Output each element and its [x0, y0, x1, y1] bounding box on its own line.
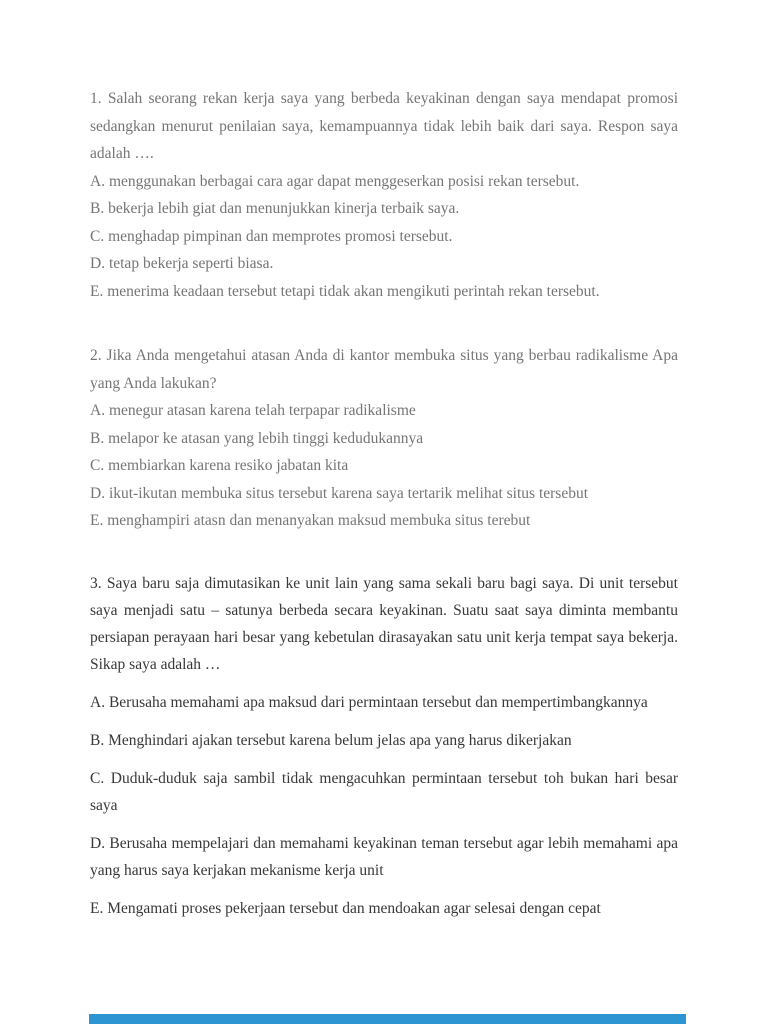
question-3 [90, 570, 678, 922]
document-content [90, 85, 678, 922]
question-2-option-d: D. ikut-ikutan membuka situs tersebut karena saya tertarik melihat situs tersebut [90, 484, 589, 502]
question-1-text: 1. Salah seorang rekan kerja saya yang berbeda keyakinan dengan saya mendapat promosi sedangkan menurut penilaian saya, kemampuannya tidak lebih baik dari saya. Respon saya adalah …. [90, 90, 678, 162]
question-1 [90, 85, 678, 305]
question-2-option-c: C. membiarkan karena resiko jabatan kita [90, 457, 349, 474]
question-2-option-b: B. melapor ke atasan yang lebih tinggi kedudukannya [90, 429, 424, 447]
question-2-option-a: A. menegur atasan karena telah terpapar radikalisme [90, 402, 416, 419]
question-1-option-a: A. menggunakan berbagai cara agar dapat menggeserkan posisi rekan tersebut. [90, 172, 580, 190]
question-3-option-e: E. Mengamati proses pekerjaan tersebut dan mendoakan agar selesai dengan cepat [90, 899, 601, 917]
question-1-option-c: C. menghadap pimpinan dan memprotes promosi tersebut. [90, 227, 453, 245]
question-3-option-a: A. Berusaha memahami apa maksud dari permintaan tersebut dan mempertimbangkannya [90, 693, 648, 711]
question-2-option-e: E. menghampiri atasn dan menanyakan maksud membuka situs terebut [90, 512, 531, 529]
question-3-option-d: D. Berusaha mempelajari dan memahami keyakinan teman tersebut agar lebih memahami apa yang harus saya kerjakan mekanisme kerja unit [90, 834, 678, 879]
question-1-option-b: B. bekerja lebih giat dan menunjukkan kinerja terbaik saya. [90, 200, 460, 217]
question-1-option-d: D. tetap bekerja seperti biasa. [90, 255, 274, 272]
question-2 [90, 342, 678, 535]
next-page-top-edge [89, 1014, 686, 1024]
question-3-text: 3. Saya baru saja dimutasikan ke unit lain yang sama sekali baru bagi saya. Di unit tersebut saya menjadi satu – satunya berbeda secara keyakinan. Suatu saat saya diminta membantu persiapan perayaan hari besar yang kebetulan dirasayakan satu unit kerja tempat saya bekerja. Sikap saya adalah … [90, 574, 678, 673]
question-3-option-b: B. Menghindari ajakan tersebut karena belum jelas apa yang harus dikerjakan [90, 731, 572, 749]
question-1-option-e: E. menerima keadaan tersebut tetapi tidak akan mengikuti perintah rekan tersebut. [90, 282, 600, 300]
question-2-text: 2. Jika Anda mengetahui atasan Anda di kantor membuka situs yang berbau radikalisme Apa yang Anda lakukan? [90, 347, 678, 392]
question-3-option-c: C. Duduk-duduk saja sambil tidak mengacuhkan permintaan tersebut toh bukan hari besar saya [90, 769, 678, 814]
